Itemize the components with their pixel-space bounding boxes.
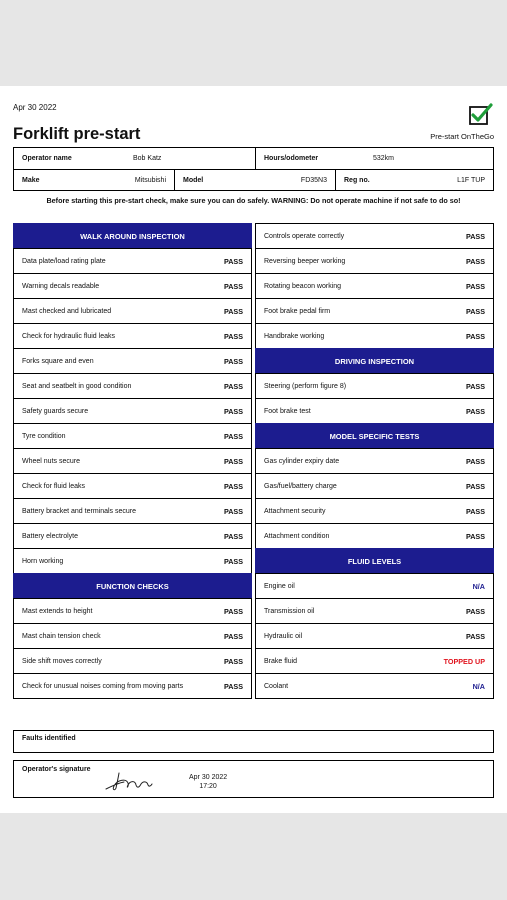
check-label: Check for unusual noises coming from moving parts (22, 682, 184, 690)
check-status: PASS (223, 306, 243, 316)
check-row-engine-oil (255, 573, 494, 599)
section-header-function-checks (13, 573, 252, 599)
check-label: Handbrake working (264, 332, 325, 340)
check-label: Rotating beacon working (264, 282, 342, 290)
model-value: FD35N3 (300, 176, 327, 184)
check-label: Transmission oil (264, 607, 315, 615)
signature-datetime (189, 773, 227, 791)
check-status: PASS (465, 606, 485, 616)
check-row-handbrake-working (255, 323, 494, 349)
operator-value: Bob Katz (133, 155, 162, 162)
check-row-forks-square-and-even (13, 348, 252, 374)
check-row-tyre-condition (13, 423, 252, 449)
section-title: FUNCTION CHECKS (96, 581, 169, 591)
check-status: N/A (472, 581, 485, 591)
reg-value: L1F TUP (457, 176, 485, 184)
check-status: PASS (223, 256, 243, 266)
signature-label: Operator's signature (22, 766, 91, 773)
faults-box (13, 730, 494, 753)
check-label: Side shift moves correctly (22, 657, 102, 665)
check-row-data-plate-load-rating-plate (13, 248, 252, 274)
check-label: Battery electrolyte (22, 532, 79, 540)
check-row-coolant (255, 673, 494, 699)
check-status: PASS (223, 356, 243, 366)
check-status: PASS (465, 406, 485, 416)
check-row-foot-brake-test (255, 398, 494, 424)
check-row-mast-extends-to-height (13, 598, 252, 624)
model-cell (174, 170, 335, 190)
section-title: FLUID LEVELS (347, 556, 402, 566)
check-row-battery-electrolyte (13, 523, 252, 549)
check-row-check-for-unusual-noises-coming-from-moving-parts (13, 673, 252, 699)
check-row-attachment-condition (255, 523, 494, 549)
check-status: PASS (465, 381, 485, 391)
hours-label: Hours/odometer (264, 155, 319, 162)
operator-label: Operator name (22, 155, 72, 162)
section-header-model-specific-tests (255, 423, 494, 449)
check-row-rotating-beacon-working (255, 273, 494, 299)
check-row-warning-decals-readable (13, 273, 252, 299)
check-row-gas-fuel-battery-charge (255, 473, 494, 499)
check-status: N/A (472, 681, 485, 691)
safety-warning: Before starting this pre-start check, make sure you can do safely. WARNING: Do not operate machine if not safe to do so! (46, 196, 461, 205)
check-row-mast-chain-tension-check (13, 623, 252, 649)
section-title: DRIVING INSPECTION (334, 356, 415, 366)
operator-cell (14, 148, 255, 169)
section-header-walk-around-inspection (13, 223, 252, 249)
check-status: PASS (223, 656, 243, 666)
check-label: Foot brake test (264, 407, 311, 415)
check-status: PASS (223, 531, 243, 541)
section-header-fluid-levels (255, 548, 494, 574)
check-label: Gas/fuel/battery charge (264, 482, 337, 490)
section-title: WALK AROUND INSPECTION (80, 231, 185, 241)
check-row-reversing-beeper-working (255, 248, 494, 274)
report-page (0, 86, 507, 813)
check-label: Check for fluid leaks (22, 482, 86, 490)
check-label: Seat and seatbelt in good condition (22, 382, 132, 390)
check-status: PASS (223, 556, 243, 566)
make-label: Make (22, 176, 40, 184)
check-row-mast-checked-and-lubricated (13, 298, 252, 324)
check-status: PASS (465, 481, 485, 491)
check-label: Battery bracket and terminals secure (22, 507, 136, 515)
check-label: Gas cylinder expiry date (264, 457, 340, 465)
check-status: PASS (223, 431, 243, 441)
check-label: Warning decals readable (22, 282, 100, 290)
check-row-side-shift-moves-correctly (13, 648, 252, 674)
check-status: PASS (465, 306, 485, 316)
brand-name: Pre-start OnTheGo (430, 132, 494, 141)
check-row-battery-bracket-and-terminals-secure (13, 498, 252, 524)
check-row-foot-brake-pedal-firm (255, 298, 494, 324)
checkmark-logo-icon (469, 103, 493, 125)
reg-label: Reg no. (344, 176, 370, 184)
check-label: Controls operate correctly (264, 232, 345, 240)
check-label: Steering (perform figure 8) (264, 382, 347, 390)
check-label: Mast checked and lubricated (22, 307, 112, 315)
check-row-wheel-nuts-secure (13, 448, 252, 474)
check-status: PASS (465, 506, 485, 516)
right-checklist (255, 223, 494, 699)
check-label: Wheel nuts secure (22, 457, 80, 465)
check-status: PASS (465, 331, 485, 341)
check-label: Reversing beeper working (264, 257, 346, 265)
check-row-check-for-hydraulic-fluid-leaks (13, 323, 252, 349)
check-label: Engine oil (264, 582, 295, 590)
section-title: MODEL SPECIFIC TESTS (329, 431, 420, 441)
check-status: PASS (223, 631, 243, 641)
check-label: Safety guards secure (22, 407, 89, 415)
check-status: PASS (223, 481, 243, 491)
check-status: PASS (223, 406, 243, 416)
faults-label: Faults identified (22, 735, 76, 742)
left-checklist (13, 223, 252, 699)
signature-box (13, 760, 494, 798)
check-row-brake-fluid (255, 648, 494, 674)
check-label: Foot brake pedal firm (264, 307, 331, 315)
check-status: PASS (223, 456, 243, 466)
page-title: Forklift pre-start (13, 125, 141, 143)
check-label: Mast extends to height (22, 607, 93, 615)
check-status: PASS (465, 531, 485, 541)
check-label: Tyre condition (22, 432, 66, 440)
signature-image (104, 769, 160, 793)
check-label: Forks square and even (22, 357, 94, 365)
make-value: Mitsubishi (134, 176, 166, 184)
check-row-seat-and-seatbelt-in-good-condition (13, 373, 252, 399)
check-row-attachment-security (255, 498, 494, 524)
reg-cell (335, 170, 493, 190)
info-row-operator (14, 148, 493, 169)
check-label: Data plate/load rating plate (22, 257, 106, 265)
check-label: Horn working (22, 557, 64, 565)
info-table (13, 147, 494, 191)
hours-value: 532km (373, 155, 395, 162)
check-row-steering-perform-figure-8 (255, 373, 494, 399)
check-label: Mast chain tension check (22, 632, 101, 640)
signature-date: Apr 30 2022 (189, 774, 228, 781)
check-row-safety-guards-secure (13, 398, 252, 424)
check-status: TOPPED UP (443, 656, 485, 666)
check-label: Attachment security (264, 507, 326, 515)
check-status: PASS (223, 506, 243, 516)
check-status: PASS (465, 231, 485, 241)
section-header-driving-inspection (255, 348, 494, 374)
check-row-controls-operate-correctly (255, 223, 494, 249)
make-cell (14, 170, 174, 190)
check-status: PASS (223, 331, 243, 341)
check-row-transmission-oil (255, 598, 494, 624)
check-status: PASS (223, 281, 243, 291)
check-label: Check for hydraulic fluid leaks (22, 332, 115, 340)
check-status: PASS (223, 681, 243, 691)
check-label: Coolant (264, 682, 289, 690)
check-label: Hydraulic oil (264, 632, 303, 640)
check-status: PASS (465, 281, 485, 291)
check-row-hydraulic-oil (255, 623, 494, 649)
signature-time: 17:20 (199, 783, 217, 790)
check-row-check-for-fluid-leaks (13, 473, 252, 499)
model-label: Model (183, 176, 204, 184)
check-status: PASS (223, 606, 243, 616)
check-row-horn-working (13, 548, 252, 574)
hours-cell (255, 148, 493, 169)
check-label: Attachment condition (264, 532, 330, 540)
info-row-vehicle (14, 169, 493, 190)
check-status: PASS (465, 631, 485, 641)
report-date: Apr 30 2022 (13, 103, 57, 112)
check-status: PASS (465, 456, 485, 466)
check-status: PASS (223, 381, 243, 391)
check-label: Brake fluid (264, 657, 298, 665)
check-row-gas-cylinder-expiry-date (255, 448, 494, 474)
check-status: PASS (465, 256, 485, 266)
